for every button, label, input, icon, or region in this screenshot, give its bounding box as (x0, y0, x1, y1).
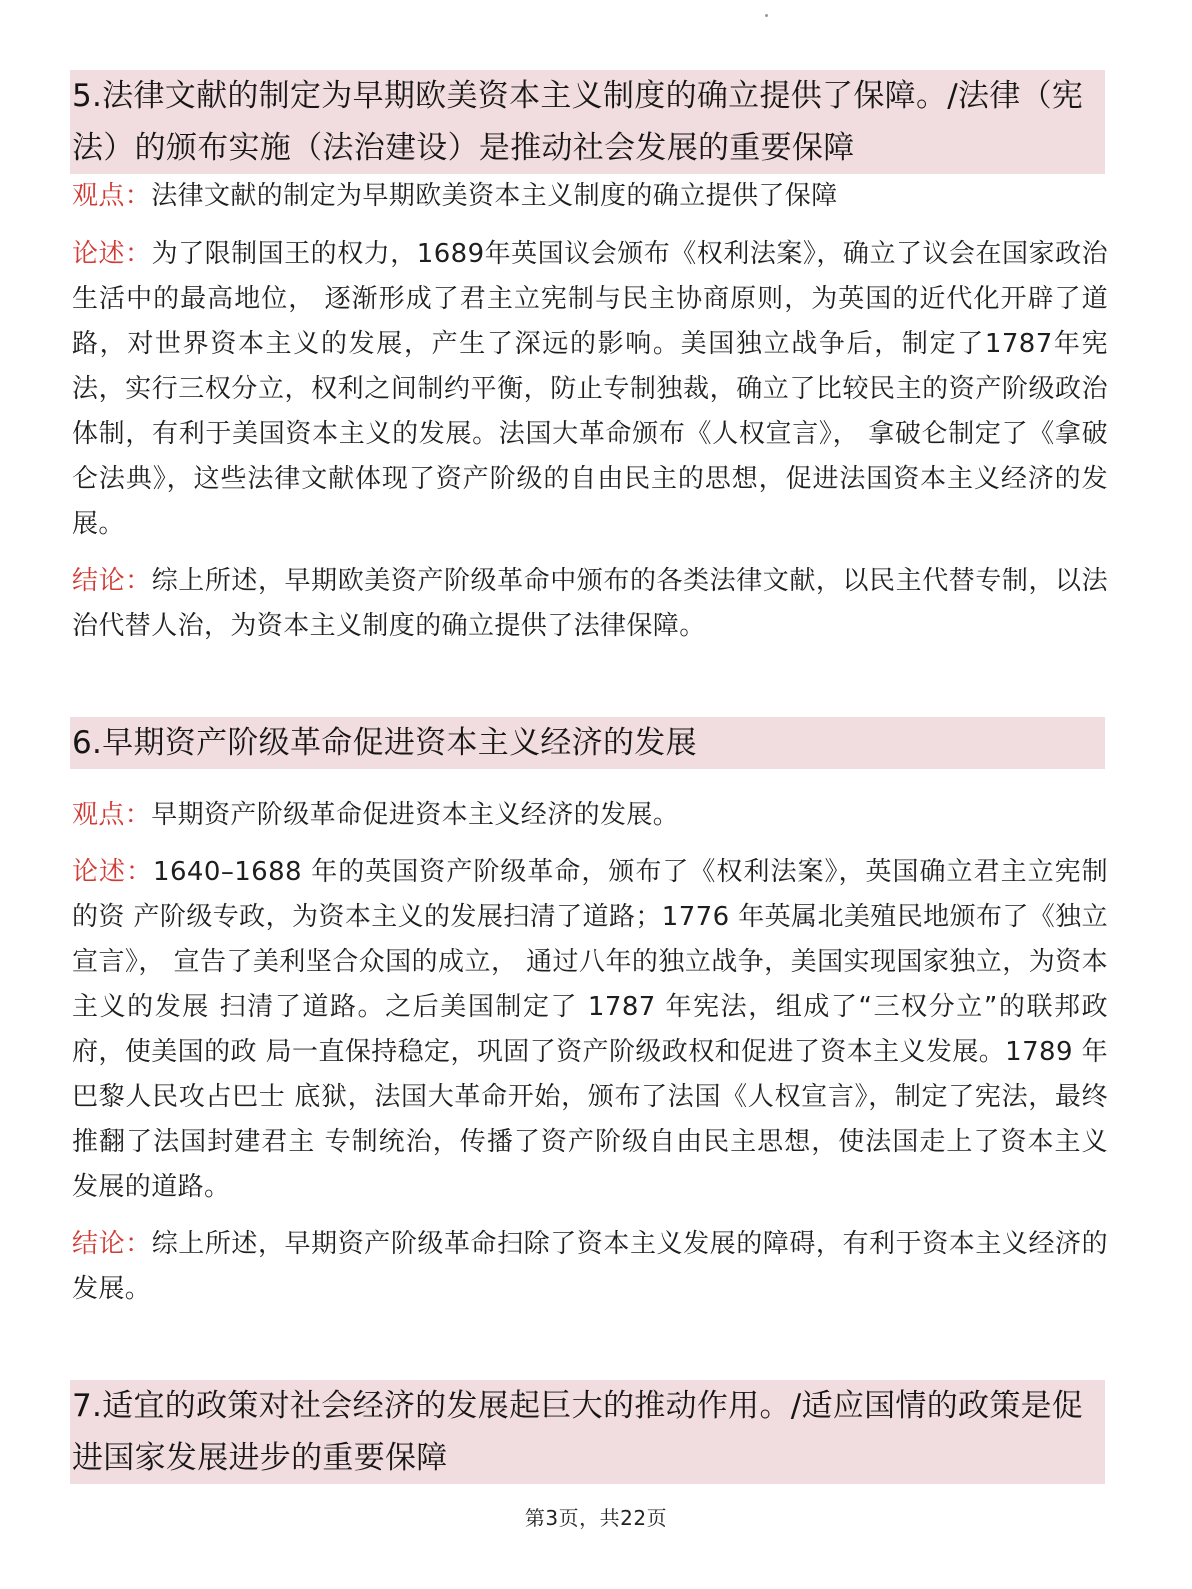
conclusion-text: 综上所述，早期资产阶级革命扫除了资本主义发展的障碍，有利于资本主义经济的发展。 (72, 1229, 1109, 1304)
viewpoint-text: 法律文献的制定为早期欧美资本主义制度的确立提供了保障 (151, 181, 838, 211)
page-number: 第3页，共22页 (524, 1506, 668, 1530)
conclusion-label: 结论： (72, 566, 152, 596)
argument-label: 论述： (72, 239, 152, 269)
section-7-title: 7.适宜的政策对社会经济的发展起巨大的推动作用。/适应国情的政策是促进国家发展进步的重要保障 (70, 1380, 1105, 1484)
viewpoint-text: 早期资产阶级革命促进资本主义经济的发展。 (151, 800, 680, 830)
section-6-conclusion (72, 1222, 1108, 1312)
conclusion-text: 综上所述，早期欧美资产阶级革命中颁布的各类法律文献，以民主代替专制，以法治代替人治，为资本主义制度的确立提供了法律保障。 (72, 566, 1109, 641)
section-6-argument (72, 850, 1108, 1210)
section-5-viewpoint (72, 174, 1108, 219)
viewpoint-label: 观点： (72, 800, 152, 830)
section-6-viewpoint (72, 793, 1108, 838)
conclusion-label: 结论： (72, 1229, 152, 1259)
section-5-argument (72, 232, 1108, 547)
section-5-title: 5.法律文献的制定为早期欧美资本主义制度的确立提供了保障。/法律（宪法）的颁布实施（法治建设）是推动社会发展的重要保障 (70, 70, 1105, 174)
section-6-title: 6.早期资产阶级革命促进资本主义经济的发展 (70, 717, 1105, 769)
section-5-conclusion (72, 559, 1108, 649)
top-dot (765, 14, 768, 17)
argument-text: 1640–1688 年的英国资产阶级革命，颁布了《权利法案》，英国确立君主立宪制的资 产阶级专政，为资本主义的发展扫清了道路；1776 年英属北美殖民地颁布了《独立宣言》， 宣告了美利坚合众国的成立， 通过八年的独立战争，美国实现国家独立，为资本主义的发展 扫清了道路。之后美国制定了 1787 年宪法，组成了“三权分立”的联邦政府，使美国的政 局一直保持稳定，巩固了资产阶级政权和促进了资本主义发展。1789 年巴黎人民攻占巴士 底狱，法国大革命开始，颁布了法国《人权宣言》，制定了宪法，最终推翻了法国封建君主 专制统治，传播了资产阶级自由民主思想，使法国走上了资本主义发展的道路。 (72, 857, 1109, 1202)
viewpoint-label: 观点： (72, 181, 152, 211)
argument-label: 论述： (72, 857, 154, 887)
argument-text: 为了限制国王的权力，1689年英国议会颁布《权利法案》，确立了议会在国家政治 生活中的最高地位， 逐渐形成了君主立宪制与民主协商原则，为英国的近代化开辟了道路，对世界资本主义的发展，产生了深远的影响。美国独立战争后，制定了1787年宪法，实行三权分立，权利之间制约平衡，防止专制独裁，确立了比较民主的资产阶级政治体制，有利于美国资本主义的发展。法国大革命颁布《人权宣言》， 拿破仑制定了《拿破仑法典》，这些法律文献体现了资产阶级的自由民主的思想，促进法国资本主义经济的发展。 (72, 239, 1108, 539)
